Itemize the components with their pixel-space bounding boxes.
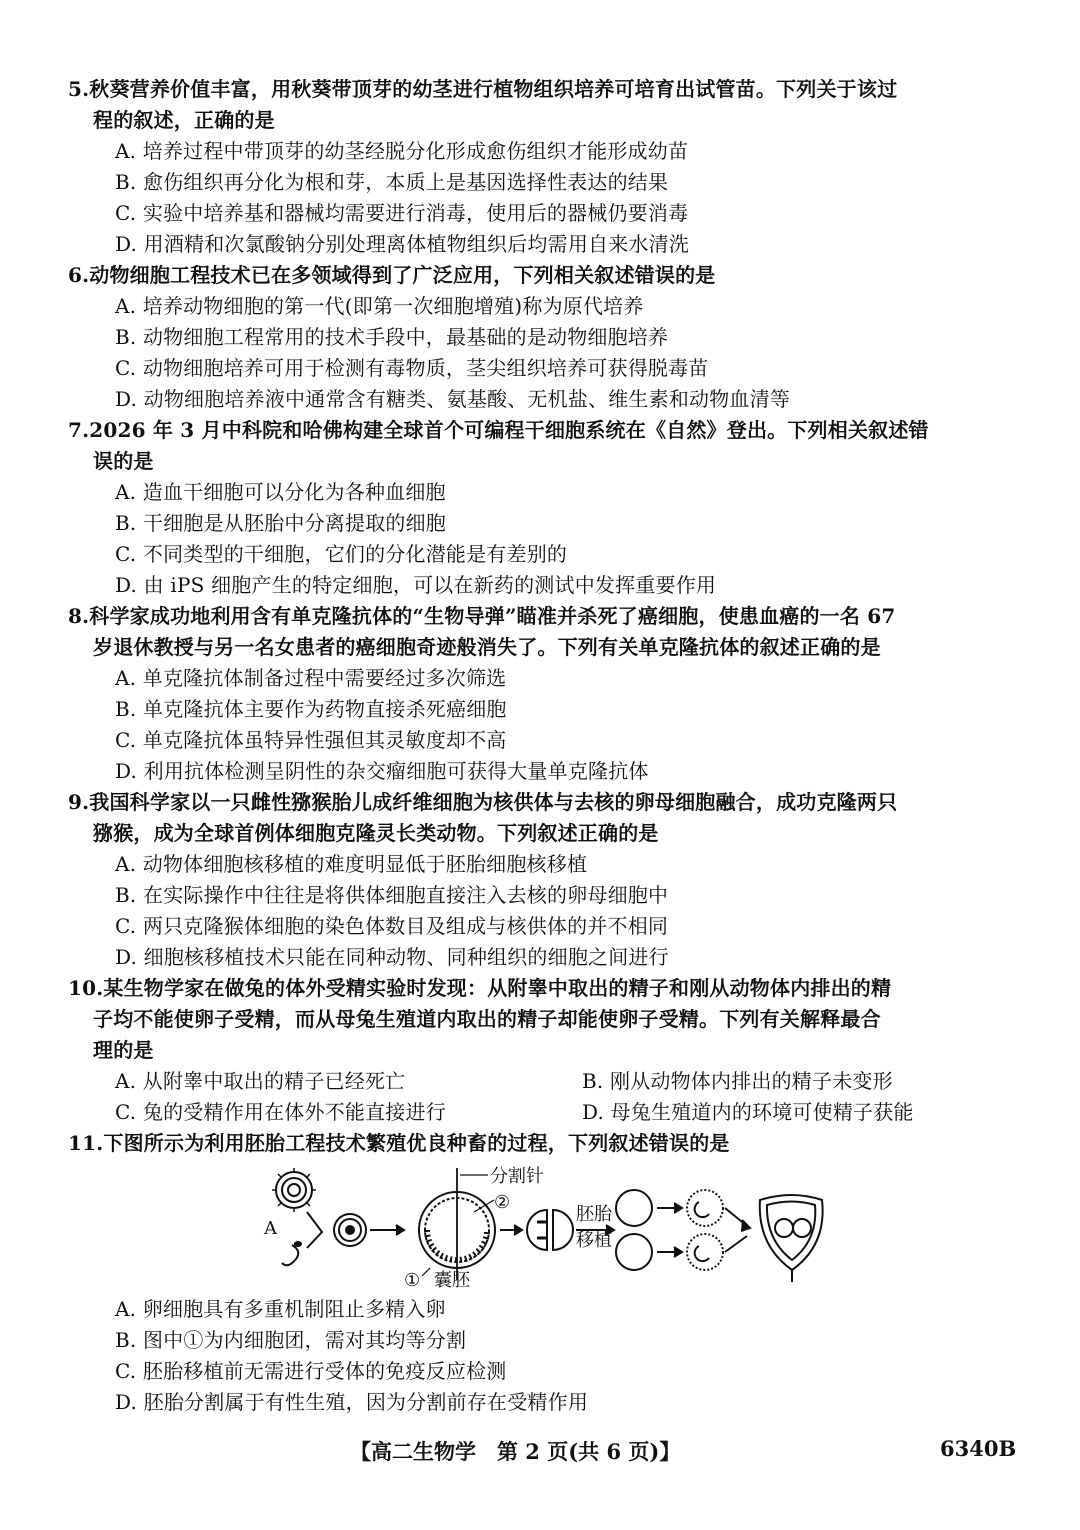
zygote-icon bbox=[334, 1214, 366, 1246]
q11-option-d: D. 胚胎分割属于有性生殖，因为分割前存在受精作用 bbox=[115, 1390, 589, 1414]
q8-option-a: A. 单克隆抗体制备过程中需要经过多次筛选 bbox=[115, 666, 507, 690]
q10-option-c: C. 兔的受精作用在体外不能直接进行 bbox=[115, 1100, 446, 1124]
sperm-icon bbox=[282, 1242, 301, 1265]
label-blastocyst: 囊胚 bbox=[434, 1270, 470, 1290]
q7-option-a: A. 造血干细胞可以分化为各种血细胞 bbox=[115, 480, 446, 504]
q8-option-b: B. 单克隆抗体主要作为药物直接杀死癌细胞 bbox=[115, 697, 507, 721]
q6-option-c: C. 动物细胞培养可用于检测有毒物质，茎尖组织培养可获得脱毒苗 bbox=[115, 356, 709, 380]
q6-stem-line-1: 6.动物细胞工程技术已在多领域得到了广泛应用，下列相关叙述错误的是 bbox=[68, 263, 716, 287]
developing-embryo-top-icon bbox=[687, 1190, 723, 1226]
q7-option-d: D. 由 iPS 细胞产生的特定细胞，可以在新药的测试中发挥重要作用 bbox=[115, 573, 717, 597]
q9-option-d: D. 细胞核移植技术只能在同种动物、同种组织的细胞之间进行 bbox=[115, 945, 669, 969]
q11-stem-line-1: 11.下图所示为利用胚胎工程技术繁殖优良种畜的过程，下列叙述错误的是 bbox=[68, 1131, 730, 1155]
q7-stem-line-1: 7.2026 年 3 月中科院和哈佛构建全球首个可编程干细胞系统在《自然》登出。下列相关叙述错 bbox=[68, 418, 929, 442]
label-transfer: 移植 bbox=[576, 1230, 612, 1251]
q10-option-d: D. 母兔生殖道内的环境可使精子获能 bbox=[582, 1100, 914, 1124]
q11-option-b: B. 图中①为内细胞团，需对其均等分割 bbox=[115, 1328, 467, 1352]
footer-page-info: 【高二生物学 第 2 页(共 6 页)】 bbox=[350, 1439, 681, 1464]
q7-option-c: C. 不同类型的干细胞，它们的分化潜能是有差别的 bbox=[115, 542, 568, 566]
q11-option-a: A. 卵细胞具有多重机制阻止多精入卵 bbox=[115, 1297, 446, 1321]
split-embryo-icon bbox=[527, 1210, 573, 1250]
q5-stem-line-1: 5.秋葵营养价值丰富，用秋葵带顶芽的幼茎进行植物组织培养可培育出试管苗。下列关于该过 bbox=[68, 77, 898, 101]
uterus-icon bbox=[760, 1195, 823, 1282]
label-embryo: 胚胎 bbox=[576, 1204, 612, 1225]
label-a: A bbox=[264, 1218, 277, 1239]
q5-option-c: C. 实验中培养基和器械均需要进行消毒，使用后的器械仍要消毒 bbox=[115, 201, 689, 225]
label-split-needle: 分割针 bbox=[490, 1166, 544, 1187]
embryo-engineering-figure bbox=[262, 1160, 842, 1290]
q9-option-a: A. 动物体细胞核移植的难度明显低于胚胎细胞核移植 bbox=[115, 852, 588, 876]
q6-option-b: B. 动物细胞工程常用的技术手段中，最基础的是动物细胞培养 bbox=[115, 325, 669, 349]
q10-option-b: B. 刚从动物体内排出的精子未变形 bbox=[582, 1069, 893, 1093]
egg-cell-icon bbox=[272, 1168, 316, 1212]
q8-option-c: C. 单克隆抗体虽特异性强但其灵敏度却不高 bbox=[115, 728, 507, 752]
q9-stem-line-1: 9.我国科学家以一只雌性猕猴胎儿成纤维细胞为核供体与去核的卵母细胞融合，成功克隆两只 bbox=[68, 790, 898, 814]
embryo-top-icon bbox=[616, 1190, 652, 1226]
q5-option-a: A. 培养过程中带顶芽的幼茎经脱分化形成愈伤组织才能形成幼苗 bbox=[115, 139, 689, 163]
label-circle-2: ② bbox=[494, 1192, 511, 1213]
label-circle-1: ① bbox=[404, 1270, 421, 1290]
q6-option-a: A. 培养动物细胞的第一代(即第一次细胞增殖)称为原代培养 bbox=[115, 294, 644, 318]
q5-option-d: D. 用酒精和次氯酸钠分别处理离体植物组织后均需用自来水清洗 bbox=[115, 232, 690, 256]
q7-stem-line-2: 误的是 bbox=[93, 449, 154, 473]
q5-stem-line-2: 程的叙述，正确的是 bbox=[93, 108, 275, 132]
q5-option-b: B. 愈伤组织再分化为根和芽，本质上是基因选择性表达的结果 bbox=[115, 170, 669, 194]
q11-option-c: C. 胚胎移植前无需进行受体的免疫反应检测 bbox=[115, 1359, 507, 1383]
q6-option-d: D. 动物细胞培养液中通常含有糖类、氨基酸、无机盐、维生素和动物血清等 bbox=[115, 387, 791, 411]
q10-stem-line-2: 子均不能使卵子受精，而从母兔生殖道内取出的精子却能使卵子受精。下列有关解释最合 bbox=[93, 1007, 881, 1031]
q10-option-a: A. 从附睾中取出的精子已经死亡 bbox=[115, 1069, 406, 1093]
q9-option-c: C. 两只克隆猴体细胞的染色体数目及组成与核供体的并不相同 bbox=[115, 914, 669, 938]
q8-stem-line-1: 8.科学家成功地利用含有单克隆抗体的“生物导弹”瞄准并杀死了癌细胞，使患血癌的一名 67 bbox=[68, 604, 896, 628]
embryo-bottom-icon bbox=[616, 1234, 652, 1270]
q8-option-d: D. 利用抗体检测呈阴性的杂交瘤细胞可获得大量单克隆抗体 bbox=[115, 759, 649, 783]
developing-embryo-bottom-icon bbox=[687, 1234, 723, 1270]
q9-stem-line-2: 猕猴，成为全球首例体细胞克隆灵长类动物。下列叙述正确的是 bbox=[93, 821, 659, 845]
footer-code: 6340B bbox=[940, 1436, 1017, 1461]
q10-stem-line-1: 10.某生物学家在做兔的体外受精实验时发现：从附睾中取出的精子和刚从动物体内排出的精 bbox=[68, 976, 892, 1000]
q10-stem-line-3: 理的是 bbox=[93, 1038, 154, 1062]
q7-option-b: B. 干细胞是从胚胎中分离提取的细胞 bbox=[115, 511, 447, 535]
q8-stem-line-2: 岁退休教授与另一名女患者的癌细胞奇迹般消失了。下列有关单克隆抗体的叙述正确的是 bbox=[93, 635, 881, 659]
q9-option-b: B. 在实际操作中往往是将供体细胞直接注入去核的卵母细胞中 bbox=[115, 883, 669, 907]
